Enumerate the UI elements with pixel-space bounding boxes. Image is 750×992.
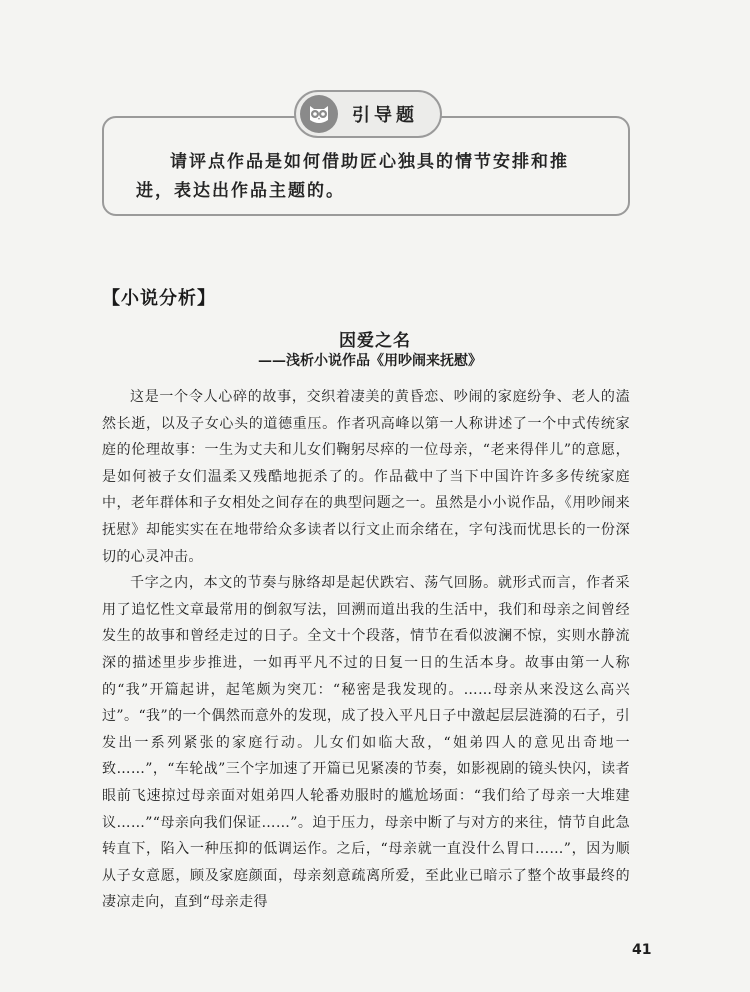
article-title: 因爱之名 — [339, 331, 411, 351]
article-paragraph: 这是一个令人心碎的故事，交织着凄美的黄昏恋、吵闹的家庭纷争、老人的溘然长逝，以及子女心头的道德重压。作者巩高峰以第一人称讲述了一个中式传统家庭的伦理故事：一生为丈夫和儿女们鞠躬尽瘁的一位母亲，“老来得伴儿”的意愿，是如何被子女们温柔又残酷地扼杀了的。作品截中了当下中国许许多多传统家庭中，老年群体和子女相处之间存在的典型问题之一。虽然是小小说作品，《用吵闹来抚慰》却能实实在在地带给众多读者以行文止而余绪在，字句浅而忧思长的一份深切的心灵冲击。 — [102, 389, 630, 565]
guide-question-tab — [294, 90, 442, 138]
section-heading: 【小说分析】 — [102, 288, 216, 309]
article-body — [102, 384, 630, 916]
article-subtitle: ——浅析小说作品《用吵闹来抚慰》 — [258, 353, 482, 369]
owl-icon — [300, 95, 338, 133]
guide-question-title: 引导题 — [352, 105, 418, 126]
guide-question-text: 请评点作品是如何借助匠心独具的情节安排和推进，表达出作品主题的。 — [136, 152, 569, 201]
article-paragraph: 千字之内，本文的节奏与脉络却是起伏跌宕、荡气回肠。就形式而言，作者采用了追忆性文章最常用的倒叙写法，回溯而道出我的生活中，我们和母亲之间曾经发生的故事和曾经走过的日子。全文十个段落，情节在看似波澜不惊，实则水静流深的描述里步步推进，一如再平凡不过的日复一日的生活本身。故事由第一人称的“我”开篇起讲，起笔颇为突兀：“秘密是我发现的。……母亲从来没这么高兴过”。“我”的一个偶然而意外的发现，成了投入平凡日子中激起层层涟漪的石子，引发出一系列紧张的家庭行动。儿女们如临大敌，“姐弟四人的意见出奇地一致……”，“车轮战”三个字加速了开篇已见紧凑的节奏，如影视剧的镜头快闪，读者眼前飞速掠过母亲面对姐弟四人轮番劝服时的尴尬场面：“我们给了母亲一大堆建议……”“母亲向我们保证……”。迫于压力，母亲中断了与对方的来往，情节自此急转直下，陷入一种压抑的低调运作。之后，“母亲就一直没什么胃口……”，因为顺从子女意愿，顾及家庭颜面，母亲刻意疏离所爱，至此业已暗示了整个故事最终的凄凉走向，直到“母亲走得 — [102, 575, 630, 911]
page-number: 41 — [632, 942, 652, 958]
